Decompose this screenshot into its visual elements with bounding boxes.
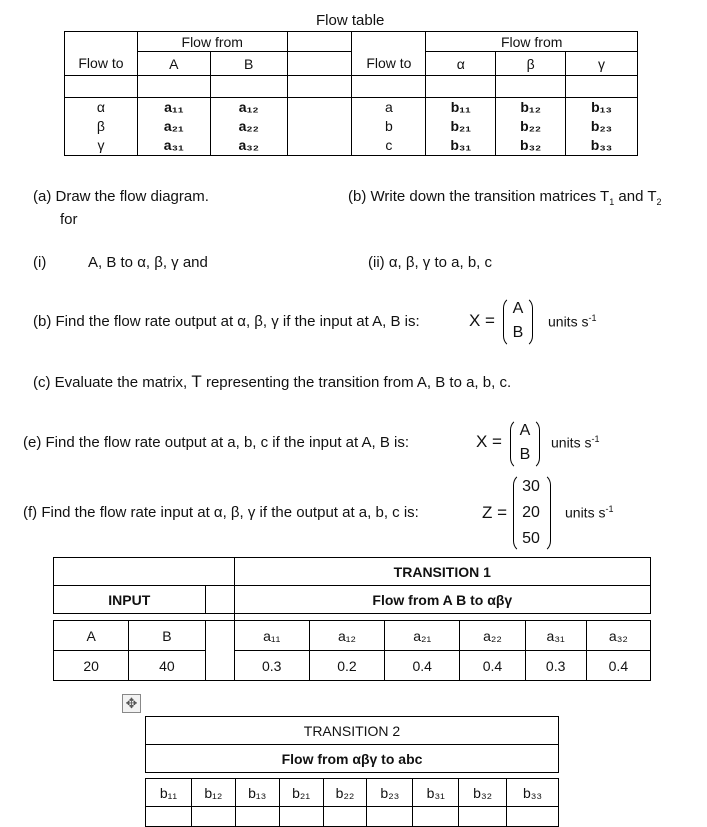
x-equals-e: X = (476, 432, 502, 451)
units-label-e: units $s^{-1}$ (551, 434, 600, 451)
question-a-for: for (60, 211, 78, 228)
table-row: A B a₁₁ a₁₂ a₂₁ a₂₂ a₃₁ a₃₂ (54, 621, 651, 651)
transition2-table (145, 716, 559, 827)
part-i-label: (i) (33, 254, 47, 271)
right-col-gamma: γ (566, 52, 638, 76)
transition1-title: TRANSITION 1 (234, 558, 650, 586)
flow-table (64, 31, 638, 156)
flow-table-title: Flow table (316, 12, 385, 29)
part-ii-text: (ii) α, β, γ to a, b, c (368, 254, 492, 271)
question-c: (c) Evaluate the matrix, T representing the transition from A, B to a, b, c. (33, 372, 512, 391)
table-row: β a₂₁ a₂₂ b b₂₁ b₂₂ b₂₃ (65, 117, 638, 136)
units-label-f: units $s^{-1}$ (565, 504, 614, 521)
question-b-flow: (b) Find the flow rate output at α, β, γ if the input at A, B is: (33, 313, 420, 330)
left-flow-to: Flow to (65, 52, 138, 76)
table-row: α a₁₁ a₁₂ a b₁₁ b₁₂ b₁₃ (65, 98, 638, 117)
transition2-title: TRANSITION 2 (146, 717, 559, 745)
transition1-subtitle: Flow from A B to αβγ (234, 586, 650, 614)
input-header: INPUT (54, 586, 206, 614)
table-row: 20 40 0.3 0.2 0.4 0.4 0.3 0.4 (54, 651, 651, 681)
question-b-transition: (b) Write down the transition matrices $T_1$ and $T_2$ (348, 188, 662, 207)
table-row: γ a₃₁ a₃₂ c b₃₁ b₃₂ b₃₃ (65, 136, 638, 156)
x-equals: X = (469, 311, 495, 330)
question-f: (f) Find the flow rate input at α, β, γ if the output at a, b, c is: (23, 504, 419, 521)
right-col-beta: β (496, 52, 566, 76)
table-row: b₁₁ b₁₂ b₁₃ b₂₁ b₂₂ b₂₃ b₃₁ b₃₂ b₃₃ (146, 779, 559, 807)
vector-ab-e: A B (519, 422, 531, 463)
right-col-alpha: α (426, 52, 496, 76)
left-flow-from: Flow from (137, 32, 287, 52)
transition2-subtitle: Flow from αβγ to abc (146, 745, 559, 773)
right-flow-to: Flow to (352, 52, 426, 76)
z-equals: Z = (482, 503, 508, 522)
transition1-table (53, 557, 651, 681)
left-col-a: A (137, 52, 210, 76)
units-label: units $s^{-1}$ (548, 313, 597, 330)
question-a: (a) Draw the flow diagram. (33, 188, 209, 205)
move-icon[interactable]: ✥ (122, 694, 141, 713)
right-flow-from: Flow from (426, 32, 638, 52)
left-col-b: B (210, 52, 287, 76)
vector-ab: A B (512, 300, 524, 341)
question-e: (e) Find the flow rate output at a, b, c if the input at A, B is: (23, 434, 410, 451)
vector-z: 30 20 50 (522, 478, 540, 547)
part-i-text: A, B to α, β, γ and (88, 254, 208, 271)
